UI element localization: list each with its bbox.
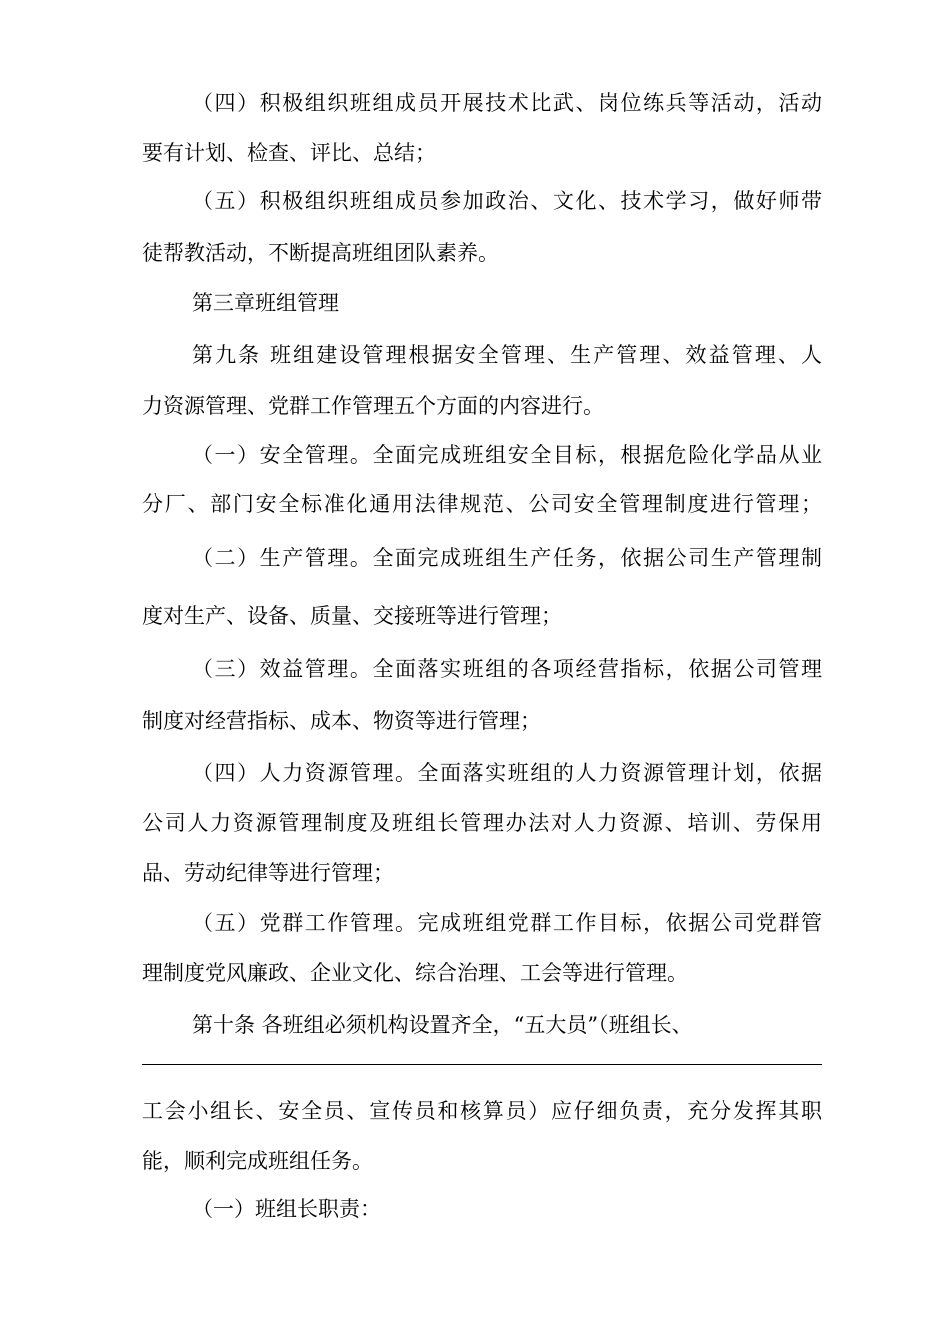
text-line: 力资源管理、党群工作管理五个方面的内容进行。 (142, 394, 604, 418)
text-line: 品、劳动纪律等进行管理； (142, 861, 394, 885)
text-line: （五）积极组织班组成员参加政治、文化、技术学习，做好师带 (192, 189, 822, 213)
horizontal-rule (142, 1064, 822, 1065)
text-line: （二）生产管理。全面完成班组生产任务，依据公司生产管理制 (192, 546, 822, 570)
text-line: 要有计划、检查、评比、总结； (142, 141, 436, 165)
text-line: 第十条 各班组必须机构设置齐全，“五大员”（班组长、 (192, 1013, 693, 1037)
text-line: 理制度党风廉政、企业文化、综合治理、工会等进行管理。 (142, 961, 688, 985)
chapter-heading: 第三章班组管理 (192, 291, 339, 315)
text-line: （三）效益管理。全面落实班组的各项经营指标，依据公司管理 (192, 657, 822, 681)
text-line: 徒帮教活动，不断提高班组团队素养。 (142, 241, 499, 265)
text-line: （五）党群工作管理。完成班组党群工作目标，依据公司党群管 (192, 911, 822, 935)
text-line: （四）人力资源管理。全面落实班组的人力资源管理计划，依据 (192, 761, 822, 785)
text-line: 能，顺利完成班组任务。 (142, 1149, 373, 1173)
text-line: 制度对经营指标、成本、物资等进行管理； (142, 709, 541, 733)
text-line: （一）安全管理。全面完成班组安全目标，根据危险化学品从业 (192, 443, 822, 467)
text-line: 分厂、部门安全标准化通用法律规范、公司安全管理制度进行管理； (142, 492, 822, 516)
text-line: （一）班组长职责： (192, 1197, 381, 1221)
text-line: 工会小组长、安全员、宣传员和核算员）应仔细负责，充分发挥其职 (142, 1099, 822, 1123)
text-line: 第九条 班组建设管理根据安全管理、生产管理、效益管理、人 (192, 343, 822, 367)
text-line: （四）积极组织班组成员开展技术比武、岗位练兵等活动，活动 (192, 91, 822, 115)
text-line: 度对生产、设备、质量、交接班等进行管理； (142, 604, 562, 628)
text-line: 公司人力资源管理制度及班组长管理办法对人力资源、培训、劳保用 (142, 811, 822, 835)
